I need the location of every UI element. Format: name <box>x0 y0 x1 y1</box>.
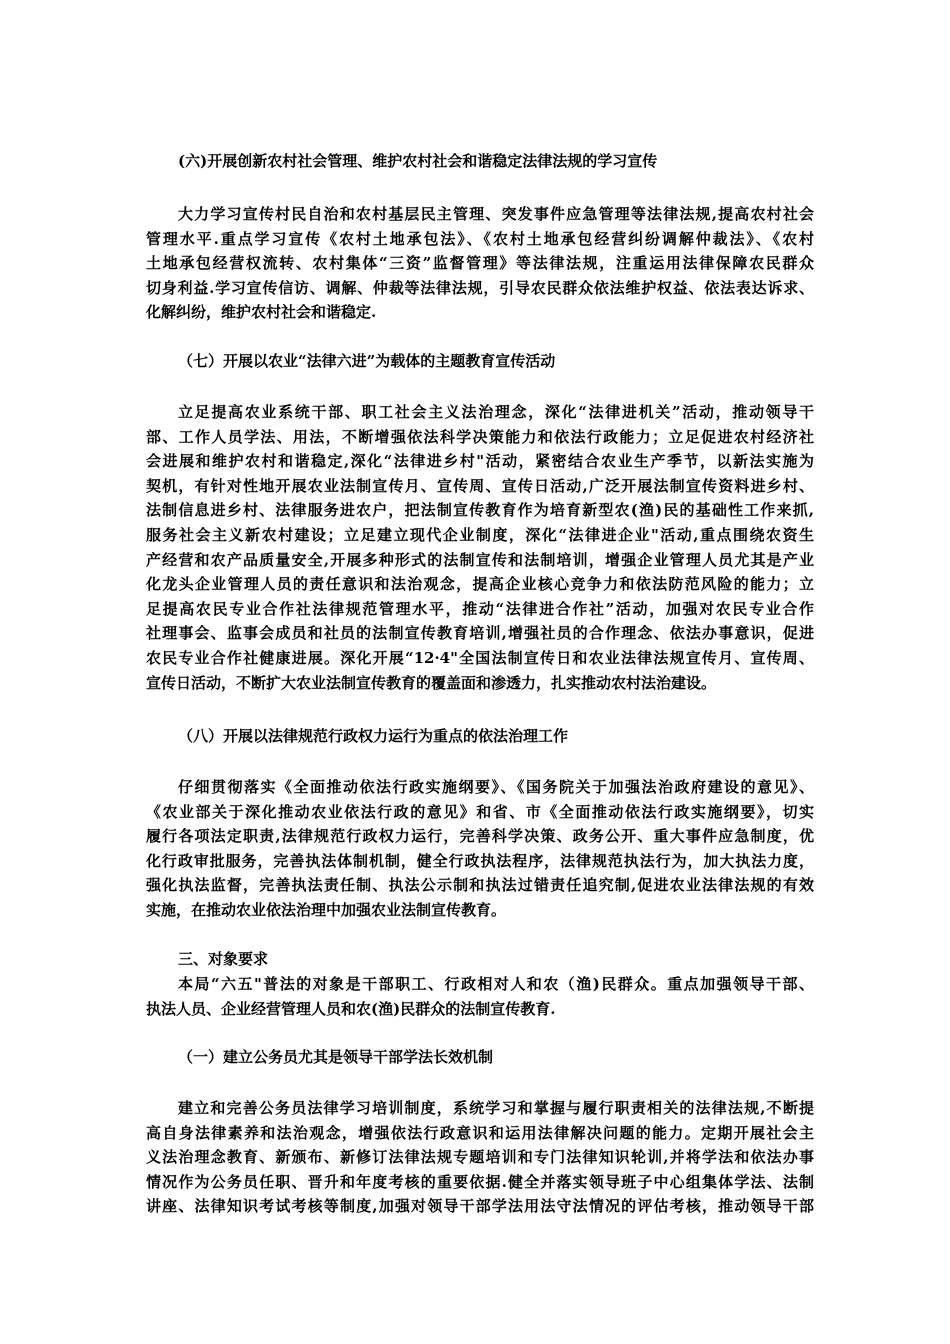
paragraph-line: 宣传日活动，不断扩大农业法制宣传教育的覆盖面和渗透力，扎实推动农村法治建设。 <box>146 673 717 692</box>
paragraph-line: 情况作为公务员任职、晋升和年度考核的重要依据.健全并落实领导班子中心组集体学法、法制 <box>146 1172 814 1191</box>
paragraph-line: 社理事会、监事会成员和社员的法制宣传教育培训,增强社员的合作理念、依法办事意识，促进 <box>146 624 814 643</box>
paragraph-line: 法制信息进乡村、法律服务进农户，把法制宣传教育作为培育新型农(渔)民的基础性工作来抓, <box>146 501 814 520</box>
paragraph-line: 土地承包经营权流转、农村集体“三资”监督管理》等法律法规，注重运用法律保障农民群众 <box>146 254 814 273</box>
paragraph-line: 部、工作人员学法、用法，不断增强依法科学决策能力和依法行政能力；立足促进农村经济社 <box>146 427 814 446</box>
paragraph-line: 履行各项法定职责,法律规范行政权力运行，完善科学决策、政务公开、重大事件应急制度，优 <box>146 827 814 846</box>
paragraph-3 <box>146 972 814 1021</box>
paragraph-line: 足提高农民专业合作社法律规范管理水平，推动“法律进合作社”活动，加强对农民专业合作 <box>146 599 814 618</box>
paragraph-line: 本局“六五"普法的对象是干部职工、行政相对人和农（渔)民群众。重点加强领导干部、 <box>178 975 814 993</box>
paragraph-8 <box>146 775 814 923</box>
paragraph-line: 强化执法监督，完善执法责任制、执法公示制和执法过错责任追究制,促进农业法律法规的有效 <box>146 876 814 895</box>
paragraph-line: 化行政审批服务，完善执法体制机制，健全行政执法程序，法律规范执法行为，加大执法力度， <box>146 851 814 870</box>
paragraph-line: 产经营和农产品质量安全,开展多种形式的法制宣传和法制培训，增强企业管理人员尤其是产业 <box>146 550 814 569</box>
paragraph-line: 义法治理念教育、新颁布、新修订法律法规专题培训和专门法律知识轮训,并将学法和依法办事 <box>146 1148 814 1167</box>
paragraph-7 <box>146 400 814 695</box>
paragraph-line: 农民专业合作社健康进展。深化开展“12·4"全国法制宣传日和农业法律法规宣传月、宣传周、 <box>146 648 814 667</box>
section-heading-8: （八）开展以法律规范行政权力运行为重点的依法治理工作 <box>178 727 569 745</box>
section-heading-3: 三、对象要求 <box>178 950 269 968</box>
section-heading-6: (六)开展创新农村社会管理、维护农村社会和谐稳定法律法规的学习宣传 <box>178 152 658 170</box>
paragraph-line: 立足提高农业系统干部、职工社会主义法治理念，深化“法律进机关”活动，推动领导干 <box>178 403 814 421</box>
paragraph-line: 《农业部关于深化推动农业依法行政的意见》和省、市《全面推动依法行政实施纲要》，切实 <box>146 802 814 821</box>
paragraph-line: 建立和完善公务员法律学习培训制度，系统学习和掌握与履行职责相关的法律法规,不断提 <box>178 1099 814 1117</box>
paragraph-line: 大力学习宣传村民自治和农村基层民主管理、突发事件应急管理等法律法规,提高农村社会 <box>178 205 814 223</box>
paragraph-line: 会进展和维护农村和谐稳定,深化“法律进乡村"活动，紧密结合农业生产季节，以新法实施为 <box>146 452 814 471</box>
paragraph-line: 管理水平.重点学习宣传《农村土地承包法》、《农村土地承包经营纠纷调解仲裁法》、《农村 <box>146 229 814 248</box>
paragraph-line: 讲座、法律知识考试考核等制度,加强对领导干部学法用法守法情况的评估考核，推动领导干部 <box>146 1197 814 1216</box>
paragraph-line: 契机，有针对性地开展农业法制宣传月、宣传周、宣传日活动,广泛开展法制宣传资料进乡村、 <box>146 476 814 495</box>
section-heading-3-1: （一）建立公务员尤其是领导干部学法长效机制 <box>178 1048 494 1066</box>
paragraph-line: 高自身法律素养和法治观念，增强依法行政意识和运用法律解决问题的能力。定期开展社会主 <box>146 1123 814 1142</box>
paragraph-line: 化龙头企业管理人员的责任意识和法治观念，提高企业核心竞争力和依法防范风险的能力；立 <box>146 575 814 594</box>
paragraph-line: 化解纠纷，维护农村社会和谐稳定. <box>146 303 377 322</box>
section-heading-7: （七）开展以农业“法律六进”为载体的主题教育宣传活动 <box>178 352 556 370</box>
paragraph-line: 执法人员、企业经营管理人员和农(渔)民群众的法制宣传教育. <box>146 999 556 1018</box>
paragraph-line: 服务社会主义新农村建设；立足建立现代企业制度，深化“法律进企业"活动,重点围绕农资生 <box>146 525 814 544</box>
paragraph-line: 切身利益.学习宣传信访、调解、仲裁等法律法规，引导农民群众依法维护权益、依法表达诉求、 <box>146 278 814 297</box>
paragraph-line: 仔细贯彻落实《全面推动依法行政实施纲要》、《国务院关于加强法治政府建设的意见》、 <box>178 778 814 796</box>
paragraph-3-1 <box>146 1096 814 1219</box>
paragraph-6 <box>146 202 814 325</box>
paragraph-line: 实施，在推动农业依法治理中加强农业法制宣传教育。 <box>146 900 507 919</box>
